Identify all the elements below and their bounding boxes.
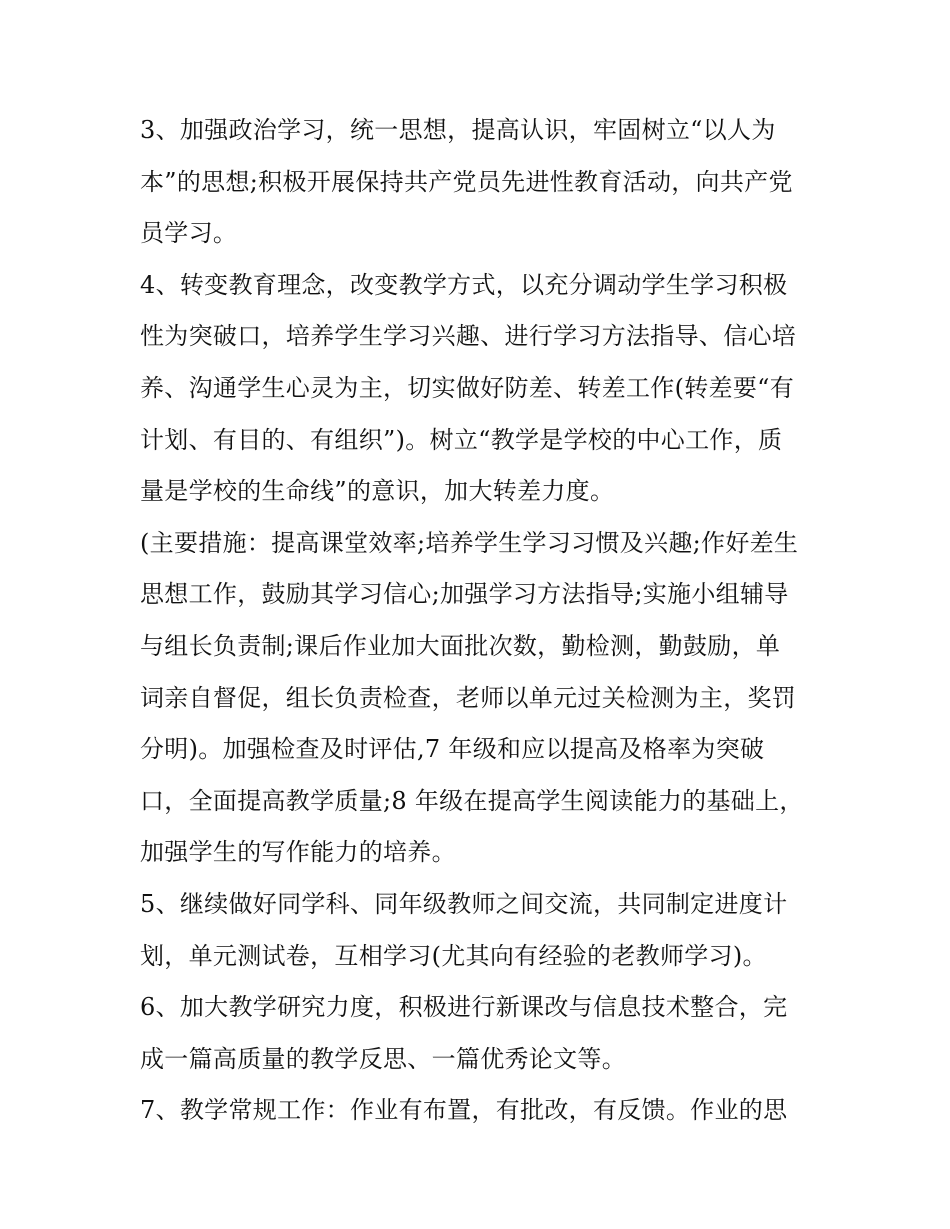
text-line: 加强学生的写作能力的培养。 [140, 838, 456, 867]
text-line: 4、转变教育理念，改变教学方式，以充分调动学生学习积极 [140, 270, 788, 299]
text-line: 量是学校的生命线”的意识，加大转差力度。 [140, 477, 615, 506]
text-line: 6、加大教学研究力度，积极进行新课改与信息技术整合，完 [140, 993, 788, 1022]
text-line: 养、沟通学生心灵为主，切实做好防差、转差工作(转差要“有 [140, 373, 795, 402]
text-line: 7、教学常规工作：作业有布置，有批改，有反馈。作业的思 [140, 1096, 788, 1125]
text-line: 词亲自督促，组长负责检查，老师以单元过关检测为主，奖罚 [140, 683, 797, 712]
text-line: 员学习。 [140, 219, 238, 248]
text-line: 成一篇高质量的教学反思、一篇优秀论文等。 [140, 1044, 626, 1073]
text-line: (主要措施：提高课堂效率;培养学生学习习惯及兴趣;作好差生 [140, 528, 799, 557]
text-line: 本”的思想;积极开展保持共产党员先进性教育活动，向共产党 [140, 167, 793, 196]
text-line: 5、继续做好同学科、同年级教师之间交流，共同制定进度计 [140, 889, 788, 918]
text-line: 思想工作，鼓励其学习信心;加强学习方法指导;实施小组辅导 [140, 580, 789, 609]
text-line: 计划、有目的、有组织”)。树立“教学是学校的中心工作，质 [140, 425, 783, 454]
text-line: 分明)。加强检查及时评估,7 年级和应以提高及格率为突破 [140, 735, 765, 764]
text-line: 性为突破口，培养学生学习兴趣、进行学习方法指导、信心培 [140, 322, 797, 351]
text-line: 划，单元测试卷，互相学习(尤其向有经验的老教师学习)。 [140, 941, 767, 970]
text-line: 与组长负责制;课后作业加大面批次数，勤检测，勤鼓励，单 [140, 631, 781, 660]
text-line: 口，全面提高教学质量;8 年级在提高学生阅读能力的基础上， [140, 786, 804, 815]
text-line: 3、加强政治学习，统一思想，提高认识，牢固树立“以人为 [140, 116, 776, 144]
document-body [140, 108, 830, 1140]
